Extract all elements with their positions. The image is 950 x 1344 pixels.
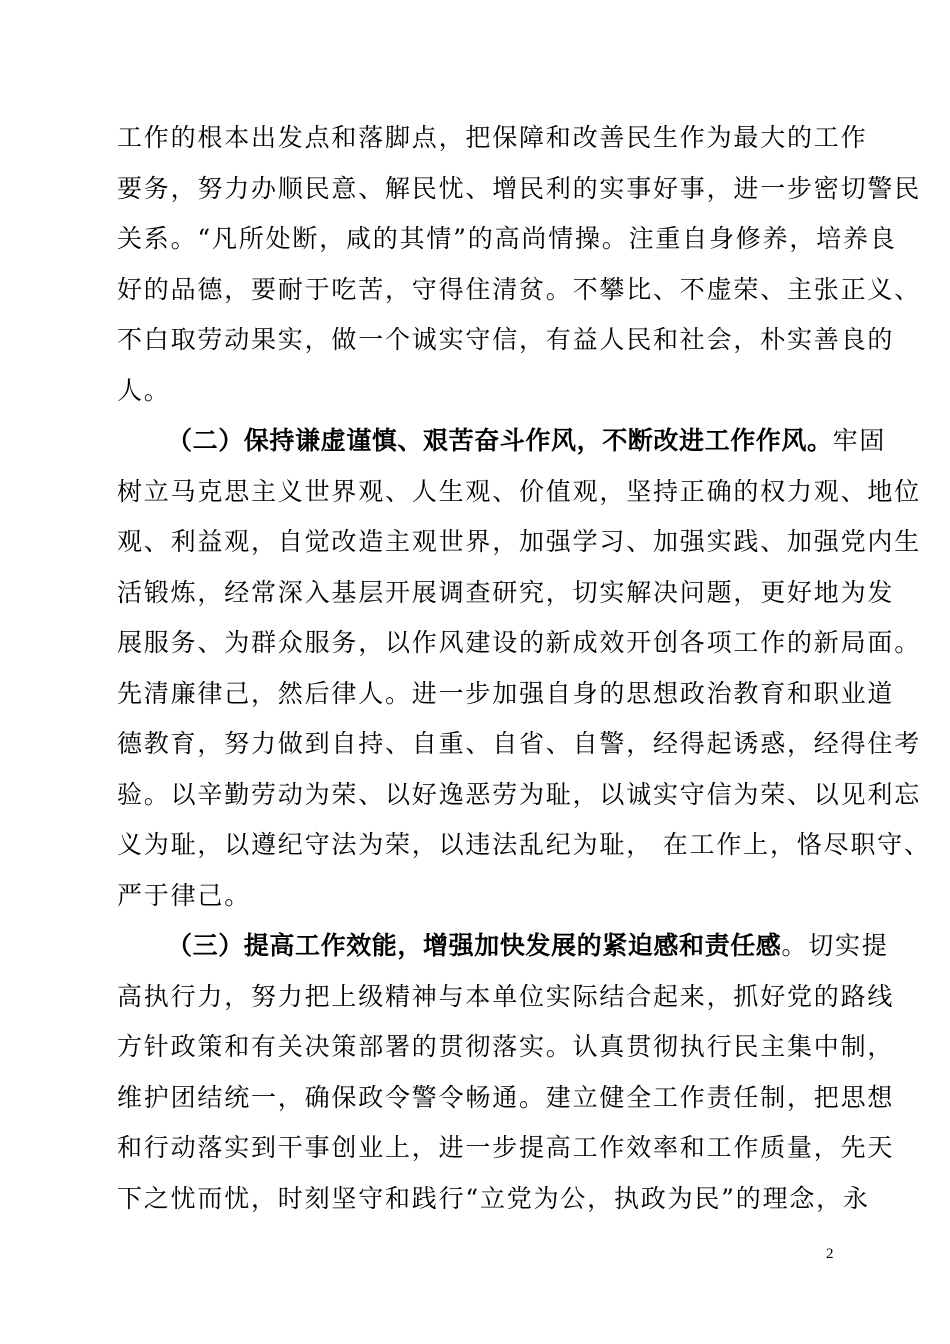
text-line: 方针政策和有关决策部署的贯彻落实。认真贯彻执行民主集中制， xyxy=(117,1032,895,1061)
heading-line-text: 牢固 xyxy=(832,426,887,455)
text-line: 要务，努力办顺民意、解民忧、增民利的实事好事，进一步密切警民 xyxy=(117,173,922,203)
heading-line-text: 。切实提 xyxy=(781,931,889,960)
page-number: 2 xyxy=(826,1246,834,1262)
text-line: 先清廉律己，然后律人。进一步加强自身的思想政治教育和职业道 xyxy=(117,678,895,708)
text-line: 德教育，努力做到自持、自重、自省、自警，经得起诱惑，经得住考 xyxy=(117,729,922,758)
text-line: 高执行力，努力把上级精神与本单位实际结合起来，抓好党的路线 xyxy=(117,981,895,1011)
text-line: 义为耻，以遵纪守法为荣，以违法乱纪为耻， 在工作上，恪尽职守、 xyxy=(117,830,931,859)
section-heading-3: （三）提高工作效能，增强加快发展的紧迫感和责任感 xyxy=(167,931,782,960)
text-line: 下之忧而忧，时刻坚守和践行“立党为公，执政为民”的理念，永 xyxy=(117,1183,870,1213)
body-text xyxy=(117,113,931,1224)
text-line: 工作的根本出发点和落脚点，把保障和改善民生作为最大的工作 xyxy=(117,123,868,152)
section-heading-line xyxy=(117,416,887,467)
text-line: 和行动落实到干事创业上，进一步提高工作效率和工作质量，先天 xyxy=(117,1133,895,1162)
section-heading-line xyxy=(117,921,889,972)
text-line: 展服务、为群众服务，以作风建设的新成效开创各项工作的新局面。 xyxy=(117,628,922,657)
text-line: 严于律己。 xyxy=(117,880,252,910)
text-line: 不白取劳动果实，做一个诚实守信，有益人民和社会，朴实善良的 xyxy=(117,325,895,354)
text-line: 观、利益观，自觉改造主观世界，加强学习、加强实践、加强党内生 xyxy=(117,527,922,556)
text-line: 关系。“凡所处断，咸的其情”的高尚情操。注重自身修养，培养良 xyxy=(117,224,897,253)
text-line: 人。 xyxy=(117,375,171,405)
section-heading-2: （二）保持谦虚谨慎、艰苦奋斗作风，不断改进工作作风。 xyxy=(167,426,833,455)
text-line: 树立马克思主义世界观、人生观、价值观，坚持正确的权力观、地位 xyxy=(117,476,922,506)
text-line: 维护团结统一，确保政令警令畅通。建立健全工作责任制，把思想 xyxy=(117,1082,895,1112)
text-line: 好的品德，要耐于吃苦，守得住清贫。不攀比、不虚荣、主张正义、 xyxy=(117,274,922,304)
text-line: 验。以辛勤劳动为荣、以好逸恶劳为耻，以诚实守信为荣、以见利忘 xyxy=(117,779,922,809)
text-line: 活锻炼，经常深入基层开展调查研究，切实解决问题，更好地为发 xyxy=(117,577,895,607)
